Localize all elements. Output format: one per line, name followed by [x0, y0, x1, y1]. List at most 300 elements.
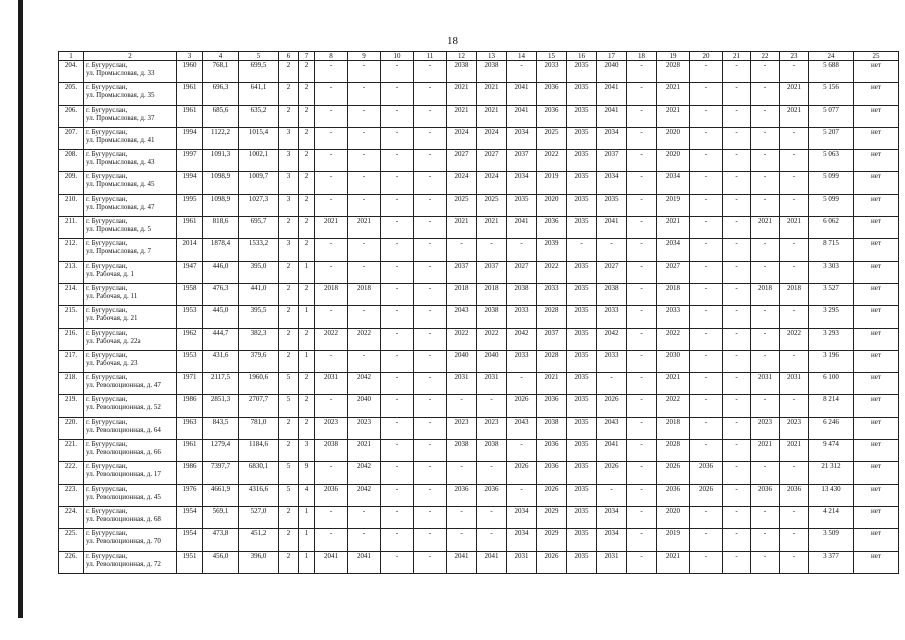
- table-cell: 2033: [657, 306, 690, 328]
- table-cell: 2036: [537, 440, 567, 462]
- table-cell: -: [690, 239, 723, 261]
- table-cell: -: [780, 172, 809, 194]
- row-number-cell: 224.: [59, 506, 84, 528]
- address-line: г. Бугуруслан,: [86, 529, 128, 538]
- table-cell: 2041: [597, 217, 627, 239]
- column-number: 9: [348, 52, 381, 61]
- address-cell: [84, 417, 177, 439]
- table-cell: 1: [299, 506, 315, 528]
- table-cell: 2: [299, 61, 315, 83]
- table-cell: -: [627, 261, 657, 283]
- address-line: ул. Революционная, д. 70: [86, 537, 161, 546]
- table-cell: -: [690, 350, 723, 372]
- table-cell: -: [597, 373, 627, 395]
- column-number: 11: [414, 52, 447, 61]
- table-cell: -: [723, 506, 751, 528]
- table-cell: 1533,2: [239, 239, 279, 261]
- row-number-cell: 205.: [59, 83, 84, 105]
- table-cell: -: [723, 239, 751, 261]
- table-cell: -: [780, 61, 809, 83]
- table-cell: 2: [299, 194, 315, 216]
- table-cell: 2025: [447, 194, 477, 216]
- table-cell: нет: [854, 83, 899, 105]
- address-line: г. Бугуруслан,: [86, 150, 128, 159]
- table-cell: 2031: [780, 373, 809, 395]
- table-cell: -: [414, 172, 447, 194]
- table-cell: 2041: [477, 551, 507, 573]
- table-cell: 21 312: [809, 462, 854, 484]
- table-cell: -: [627, 395, 657, 417]
- table-cell: 2038: [477, 306, 507, 328]
- row-number-cell: 207.: [59, 127, 84, 149]
- table-cell: -: [381, 306, 414, 328]
- table-cell: -: [690, 61, 723, 83]
- table-cell: -: [315, 172, 348, 194]
- table-row: [59, 328, 899, 350]
- address-cell: [84, 61, 177, 83]
- table-cell: 1091,3: [203, 150, 239, 172]
- table-cell: 2: [279, 105, 299, 127]
- table-row: [59, 83, 899, 105]
- table-cell: 696,3: [203, 83, 239, 105]
- address-line: ул. Рабочая, д. 23: [86, 358, 138, 367]
- table-cell: -: [315, 127, 348, 149]
- table-cell: -: [780, 529, 809, 551]
- table-cell: 2: [279, 440, 299, 462]
- table-cell: -: [414, 83, 447, 105]
- table-cell: 2027: [597, 261, 627, 283]
- table-cell: -: [627, 506, 657, 528]
- table-cell: 1: [299, 261, 315, 283]
- table-cell: -: [348, 83, 381, 105]
- table-cell: 473,8: [203, 529, 239, 551]
- table-cell: -: [381, 105, 414, 127]
- table-cell: 2035: [567, 462, 597, 484]
- column-number: 23: [780, 52, 809, 61]
- table-cell: -: [627, 551, 657, 573]
- table-cell: -: [723, 328, 751, 350]
- table-cell: 2038: [447, 61, 477, 83]
- column-number-row: [59, 52, 899, 61]
- table-cell: -: [477, 395, 507, 417]
- table-cell: -: [507, 484, 537, 506]
- table-cell: -: [690, 306, 723, 328]
- table-cell: 2035: [567, 440, 597, 462]
- table-cell: 5 063: [809, 150, 854, 172]
- table-cell: 2034: [657, 172, 690, 194]
- column-number: 16: [567, 52, 597, 61]
- row-number-cell: 220.: [59, 417, 84, 439]
- table-row: [59, 217, 899, 239]
- table-cell: 2036: [751, 484, 780, 506]
- table-cell: 2035: [597, 194, 627, 216]
- table-cell: 2041: [507, 83, 537, 105]
- row-number-cell: 213.: [59, 261, 84, 283]
- address-line: ул. Революционная, д. 68: [86, 514, 161, 523]
- address-line: ул. Промысловая, д. 33: [86, 69, 155, 77]
- table-cell: 2026: [507, 462, 537, 484]
- table-cell: 2020: [537, 194, 567, 216]
- table-cell: -: [723, 440, 751, 462]
- table-cell: нет: [854, 551, 899, 573]
- table-cell: -: [597, 239, 627, 261]
- table-cell: 2036: [477, 484, 507, 506]
- address-cell: [84, 462, 177, 484]
- row-number-cell: 221.: [59, 440, 84, 462]
- housing-table: [58, 51, 899, 574]
- address-cell: [84, 328, 177, 350]
- table-cell: 6830,1: [239, 462, 279, 484]
- address-line: ул. Революционная, д. 52: [86, 403, 161, 412]
- table-cell: 1951: [177, 551, 203, 573]
- address-line: ул. Революционная, д. 66: [86, 448, 161, 457]
- column-number: 20: [690, 52, 723, 61]
- table-cell: 2034: [507, 172, 537, 194]
- table-cell: 2: [299, 417, 315, 439]
- table-cell: 2021: [348, 440, 381, 462]
- table-cell: 2022: [657, 328, 690, 350]
- table-cell: 456,0: [203, 551, 239, 573]
- table-cell: 2: [299, 328, 315, 350]
- table-cell: -: [414, 373, 447, 395]
- table-cell: -: [627, 484, 657, 506]
- table-cell: 2018: [657, 417, 690, 439]
- table-cell: 3: [279, 172, 299, 194]
- page-number: 18: [447, 35, 458, 47]
- table-cell: 2037: [477, 261, 507, 283]
- table-cell: 5: [279, 373, 299, 395]
- table-cell: 1995: [177, 194, 203, 216]
- address-line: г. Бугуруслан,: [86, 440, 128, 449]
- table-cell: 2021: [477, 217, 507, 239]
- table-cell: 2023: [780, 417, 809, 439]
- table-cell: 2021: [657, 83, 690, 105]
- table-cell: 2021: [447, 217, 477, 239]
- table-cell: 2021: [477, 83, 507, 105]
- table-cell: нет: [854, 261, 899, 283]
- table-cell: 2041: [507, 217, 537, 239]
- table-cell: -: [723, 350, 751, 372]
- table-cell: 2707,7: [239, 395, 279, 417]
- table-cell: 2036: [447, 484, 477, 506]
- table-cell: 1002,1: [239, 150, 279, 172]
- table-cell: 6 062: [809, 217, 854, 239]
- column-number: 22: [751, 52, 780, 61]
- table-cell: 2035: [567, 484, 597, 506]
- table-cell: 7397,7: [203, 462, 239, 484]
- table-cell: -: [507, 373, 537, 395]
- table-cell: -: [627, 217, 657, 239]
- table-cell: 2031: [477, 373, 507, 395]
- table-cell: 2037: [447, 261, 477, 283]
- table-cell: 2028: [657, 61, 690, 83]
- table-cell: -: [690, 105, 723, 127]
- column-number: 5: [239, 52, 279, 61]
- table-cell: 1960: [177, 61, 203, 83]
- table-cell: -: [751, 506, 780, 528]
- address-line: г. Бугуруслан,: [86, 328, 128, 337]
- table-cell: -: [348, 239, 381, 261]
- table-cell: 2034: [657, 239, 690, 261]
- table-cell: 2040: [597, 61, 627, 83]
- table-cell: 2027: [477, 150, 507, 172]
- table-cell: -: [780, 127, 809, 149]
- table-cell: 2040: [447, 350, 477, 372]
- table-cell: 2021: [657, 105, 690, 127]
- table-cell: 431,6: [203, 350, 239, 372]
- table-cell: -: [627, 306, 657, 328]
- table-cell: -: [723, 127, 751, 149]
- table-cell: 2035: [567, 328, 597, 350]
- table-cell: -: [348, 172, 381, 194]
- table-row: [59, 529, 899, 551]
- address-cell: [84, 350, 177, 372]
- table-cell: 1184,6: [239, 440, 279, 462]
- row-number-cell: 223.: [59, 484, 84, 506]
- table-cell: -: [381, 373, 414, 395]
- row-number-cell: 215.: [59, 306, 84, 328]
- table-cell: -: [414, 150, 447, 172]
- column-number: 21: [723, 52, 751, 61]
- address-line: г. Бугуруслан,: [86, 261, 128, 270]
- column-number: 4: [203, 52, 239, 61]
- table-cell: 2023: [751, 417, 780, 439]
- table-cell: 476,3: [203, 283, 239, 305]
- table-cell: 2026: [690, 484, 723, 506]
- table-cell: -: [447, 395, 477, 417]
- column-number: 12: [447, 52, 477, 61]
- table-cell: 3 509: [809, 529, 854, 551]
- table-cell: 635,2: [239, 105, 279, 127]
- table-cell: 2021: [315, 217, 348, 239]
- table-cell: 2038: [315, 440, 348, 462]
- table-cell: -: [381, 217, 414, 239]
- table-cell: 2026: [657, 462, 690, 484]
- table-cell: нет: [854, 150, 899, 172]
- table-cell: -: [381, 150, 414, 172]
- table-cell: -: [780, 150, 809, 172]
- table-cell: -: [477, 506, 507, 528]
- table-cell: -: [627, 83, 657, 105]
- address-line: ул. Промысловая, д. 43: [86, 158, 155, 167]
- table-cell: 685,6: [203, 105, 239, 127]
- table-cell: 2035: [567, 373, 597, 395]
- table-cell: 3 295: [809, 306, 854, 328]
- table-cell: -: [627, 105, 657, 127]
- address-line: г. Бугуруслан,: [86, 105, 128, 114]
- table-cell: 5 099: [809, 194, 854, 216]
- table-cell: 2037: [537, 328, 567, 350]
- table-cell: 1027,3: [239, 194, 279, 216]
- table-cell: 5 099: [809, 172, 854, 194]
- table-cell: -: [381, 83, 414, 105]
- table-cell: нет: [854, 172, 899, 194]
- table-cell: 5: [279, 484, 299, 506]
- table-cell: -: [627, 283, 657, 305]
- row-number-cell: 217.: [59, 350, 84, 372]
- table-cell: 2022: [537, 150, 567, 172]
- address-cell: [84, 373, 177, 395]
- address-line: г. Бугуруслан,: [86, 395, 128, 404]
- table-cell: 2021: [751, 440, 780, 462]
- table-cell: 2043: [447, 306, 477, 328]
- table-cell: 1: [299, 350, 315, 372]
- table-cell: 3: [279, 239, 299, 261]
- table-cell: 768,1: [203, 61, 239, 83]
- table-cell: 1986: [177, 462, 203, 484]
- table-cell: 8 214: [809, 395, 854, 417]
- address-line: г. Бугуруслан,: [86, 61, 128, 69]
- table-cell: 2019: [537, 172, 567, 194]
- table-cell: 6 246: [809, 417, 854, 439]
- table-cell: нет: [854, 217, 899, 239]
- table-cell: -: [381, 350, 414, 372]
- address-line: ул. Революционная, д. 72: [86, 559, 161, 568]
- table-cell: -: [414, 105, 447, 127]
- table-row: [59, 350, 899, 372]
- table-cell: -: [751, 529, 780, 551]
- table-cell: 2: [299, 150, 315, 172]
- table-cell: 2023: [477, 417, 507, 439]
- table-cell: -: [690, 440, 723, 462]
- table-cell: 2035: [507, 194, 537, 216]
- table-cell: 6 100: [809, 373, 854, 395]
- table-cell: -: [507, 61, 537, 83]
- table-cell: -: [348, 127, 381, 149]
- table-cell: 3 527: [809, 283, 854, 305]
- table-cell: нет: [854, 506, 899, 528]
- table-cell: 5 688: [809, 61, 854, 83]
- row-number-cell: 204.: [59, 61, 84, 83]
- table-row: [59, 440, 899, 462]
- table-row: [59, 105, 899, 127]
- row-number-cell: 225.: [59, 529, 84, 551]
- table-cell: 2030: [657, 350, 690, 372]
- table-cell: -: [751, 105, 780, 127]
- table-cell: 2043: [507, 417, 537, 439]
- table-cell: -: [723, 373, 751, 395]
- table-cell: 2040: [477, 350, 507, 372]
- table-cell: 396,0: [239, 551, 279, 573]
- table-cell: 2014: [177, 239, 203, 261]
- table-cell: -: [751, 395, 780, 417]
- table-cell: 1: [299, 551, 315, 573]
- table-cell: нет: [854, 328, 899, 350]
- address-line: ул. Промысловая, д. 41: [86, 135, 155, 144]
- table-cell: -: [447, 529, 477, 551]
- table-cell: -: [414, 440, 447, 462]
- address-line: г. Бугуруслан,: [86, 350, 128, 359]
- table-cell: -: [381, 239, 414, 261]
- table-cell: 2034: [597, 172, 627, 194]
- table-cell: 2024: [447, 172, 477, 194]
- table-cell: -: [690, 328, 723, 350]
- table-cell: нет: [854, 373, 899, 395]
- table-cell: 1997: [177, 150, 203, 172]
- table-cell: 2021: [477, 105, 507, 127]
- table-cell: 2018: [315, 283, 348, 305]
- table-cell: 5 207: [809, 127, 854, 149]
- table-cell: 699,5: [239, 61, 279, 83]
- table-cell: 2018: [751, 283, 780, 305]
- table-cell: 2035: [567, 217, 597, 239]
- column-number: 25: [854, 52, 899, 61]
- table-cell: 395,5: [239, 306, 279, 328]
- table-cell: 2038: [447, 440, 477, 462]
- table-cell: 451,2: [239, 529, 279, 551]
- table-cell: -: [690, 506, 723, 528]
- table-cell: 2025: [537, 127, 567, 149]
- address-cell: [84, 83, 177, 105]
- table-row: [59, 239, 899, 261]
- table-cell: 1971: [177, 373, 203, 395]
- table-cell: 2035: [567, 105, 597, 127]
- table-cell: нет: [854, 127, 899, 149]
- table-cell: 2034: [507, 529, 537, 551]
- table-cell: 2038: [507, 283, 537, 305]
- table-cell: 2036: [537, 83, 567, 105]
- table-cell: 2851,3: [203, 395, 239, 417]
- address-line: ул. Рабочая, д. 21: [86, 314, 138, 323]
- table-cell: 2041: [597, 83, 627, 105]
- table-cell: 2: [299, 239, 315, 261]
- table-cell: 2036: [537, 217, 567, 239]
- address-line: ул. Рабочая, д. 11: [86, 291, 138, 300]
- table-cell: -: [690, 373, 723, 395]
- table-cell: -: [780, 551, 809, 573]
- table-cell: 2038: [537, 417, 567, 439]
- table-cell: 2: [279, 551, 299, 573]
- table-cell: 3 196: [809, 350, 854, 372]
- row-number-cell: 211.: [59, 217, 84, 239]
- table-cell: -: [315, 350, 348, 372]
- table-cell: -: [477, 529, 507, 551]
- table-cell: -: [447, 239, 477, 261]
- table-cell: 1009,7: [239, 172, 279, 194]
- table-cell: -: [690, 417, 723, 439]
- address-line: г. Бугуруслан,: [86, 551, 128, 560]
- table-cell: 2042: [348, 462, 381, 484]
- table-cell: 2021: [657, 373, 690, 395]
- table-cell: -: [723, 105, 751, 127]
- table-cell: 2: [299, 217, 315, 239]
- table-cell: 2021: [657, 217, 690, 239]
- table-cell: -: [751, 239, 780, 261]
- table-cell: -: [690, 551, 723, 573]
- table-cell: -: [780, 306, 809, 328]
- column-number: 10: [381, 52, 414, 61]
- table-cell: 5 156: [809, 83, 854, 105]
- column-number: 18: [627, 52, 657, 61]
- table-cell: -: [381, 440, 414, 462]
- column-number: 3: [177, 52, 203, 61]
- table-cell: 1976: [177, 484, 203, 506]
- table-cell: -: [315, 506, 348, 528]
- table-cell: 4 214: [809, 506, 854, 528]
- table-cell: 2021: [780, 83, 809, 105]
- table-cell: -: [690, 283, 723, 305]
- table-row: [59, 150, 899, 172]
- table-cell: 4316,6: [239, 484, 279, 506]
- table-cell: 2035: [567, 283, 597, 305]
- table-cell: 2027: [657, 261, 690, 283]
- table-cell: -: [381, 328, 414, 350]
- table-cell: нет: [854, 61, 899, 83]
- table-cell: 2042: [348, 373, 381, 395]
- table-cell: 2018: [657, 283, 690, 305]
- address-line: ул. Рабочая, д. 1: [86, 269, 134, 278]
- address-cell: [84, 506, 177, 528]
